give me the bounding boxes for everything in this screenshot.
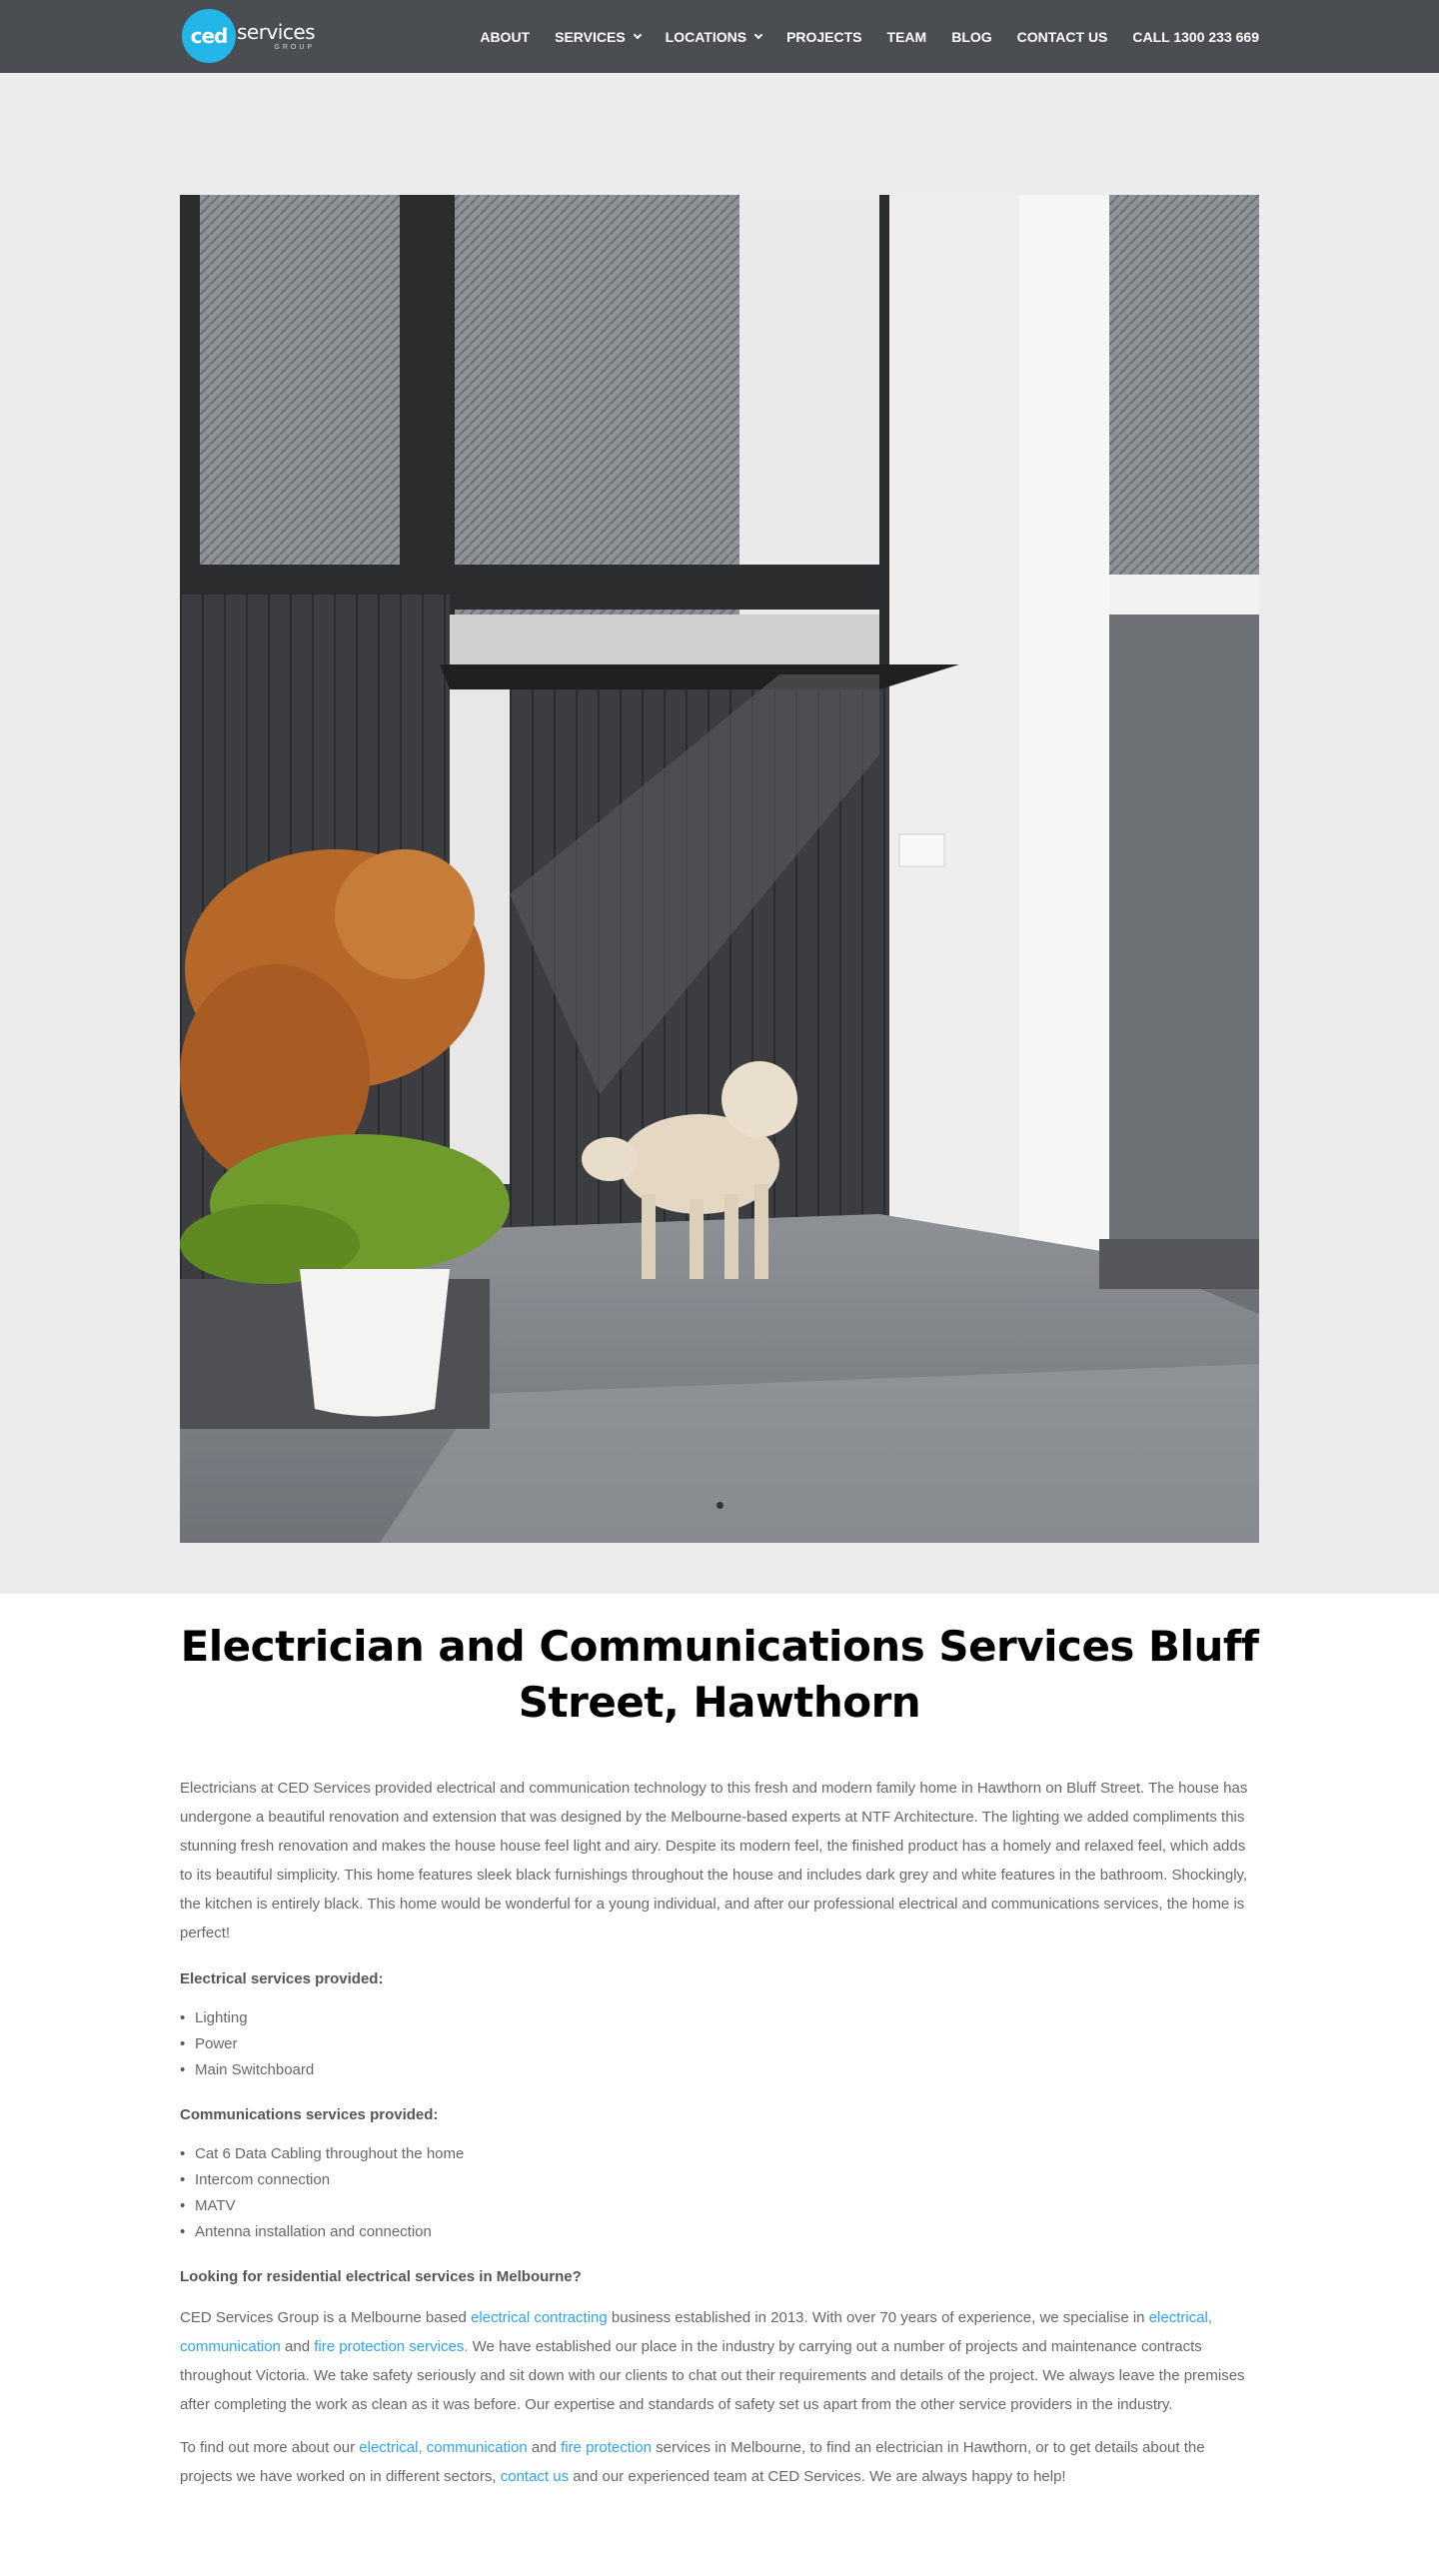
contact-us-link[interactable]: contact us — [500, 2468, 570, 2485]
list-item: • Cat 6 Data Cabling throughout the home — [180, 2141, 1259, 2167]
fire-protection-services-link[interactable]: fire protection services. — [314, 2338, 469, 2355]
list-item: • Antenna installation and connection — [180, 2219, 1259, 2245]
nav-team[interactable]: TEAM — [886, 28, 927, 45]
slider-dot-1[interactable] — [717, 1502, 723, 1509]
communications-services-heading: Communications services provided: — [180, 2106, 439, 2123]
fire-protection-link[interactable]: fire protection — [561, 2439, 652, 2456]
logo-mark-text: ced — [190, 24, 228, 48]
nav-services[interactable]: SERVICES — [555, 29, 641, 45]
chevron-down-icon — [633, 30, 641, 38]
electrical-services-heading: Electrical services provided: — [180, 1970, 384, 1987]
electrical-services-list — [180, 2005, 1259, 2083]
nav-about[interactable]: ABOUT — [480, 28, 531, 45]
list-item: • MATV — [180, 2193, 1259, 2219]
project-photo-slider[interactable] — [180, 195, 1259, 1543]
main-nav — [455, 0, 1259, 73]
logo-word: services — [237, 19, 316, 44]
slider-dots — [180, 1502, 1259, 1509]
logo-mark — [182, 9, 236, 63]
electrical-contracting-link[interactable]: electrical contracting — [470, 2309, 608, 2326]
house-entrance-photo — [180, 195, 1259, 1543]
chevron-down-icon — [754, 30, 762, 38]
nav-projects[interactable]: PROJECTS — [786, 28, 862, 45]
list-item: • Intercom connection — [180, 2167, 1259, 2193]
nav-call-phone[interactable]: CALL 1300 233 669 — [1132, 28, 1259, 45]
ced-services-logo[interactable] — [182, 9, 315, 63]
list-item: • Power — [180, 2031, 1259, 2057]
site-header — [0, 0, 1439, 73]
page-title: Electrician and Communications Services Bluff Street, Hawthorn — [180, 1622, 1259, 1727]
electrical-communication-link[interactable]: electrical, communication — [180, 2309, 1213, 2355]
about-paragraph: CED Services Group is a Melbourne based electrical contracting business established in 2013. With over 70 years of experience, we specialise in electrical, communication and fire protection services. We have established our place in the industry by carrying out a number of projects and maintenance contracts throughout Victoria. We take safety seriously and sit down with our clients to chat out their requirements and details of the project. We always leave the premises after completing the work as clean as it was before. Our expertise and standards of safety set us apart from the other service providers in the industry. — [180, 2309, 1245, 2413]
communications-services-list — [180, 2141, 1259, 2245]
nav-locations[interactable]: LOCATIONS — [666, 29, 761, 45]
article-content — [180, 1619, 1259, 2491]
list-item: • Main Switchboard — [180, 2057, 1259, 2083]
looking-for-services-heading: Looking for residential electrical services in Melbourne? — [180, 2268, 582, 2285]
list-item: • Lighting — [180, 2005, 1259, 2031]
nav-contact-us[interactable]: CONTACT US — [1016, 28, 1108, 45]
electrical-communication-link-2[interactable]: electrical, communication — [359, 2439, 528, 2456]
contact-paragraph: To find out more about our electrical, communication and fire protection services in Melbourne, to find an electrician in Hawthorn, or to get details about the projects we have worked on in different sectors, contact us and our experienced team at CED Services. We are always happy to help! — [180, 2439, 1205, 2485]
nav-blog[interactable]: BLOG — [951, 28, 992, 45]
logo-subtext: GROUP — [274, 43, 316, 51]
intro-paragraph: Electricians at CED Services provided electrical and communication technology to this fresh and modern family home in Hawthorn on Bluff Street. The house has undergone a beautiful renovation and extension that was designed by the Melbourne-based experts at NTF Architecture. The lighting we added compliments this stunning fresh renovation and makes the house house feel light and airy. Despite its modern feel, the finished product has a homely and relaxed feel, which adds to its beautiful simplicity. This home features sleek black furnishings throughout the house and includes dark grey and white features in the bathroom. Shockingly, the kitchen is entirely black. This home would be wonderful for a young individual, and after our professional electrical and communications services, the home is perfect! — [180, 1780, 1248, 1941]
